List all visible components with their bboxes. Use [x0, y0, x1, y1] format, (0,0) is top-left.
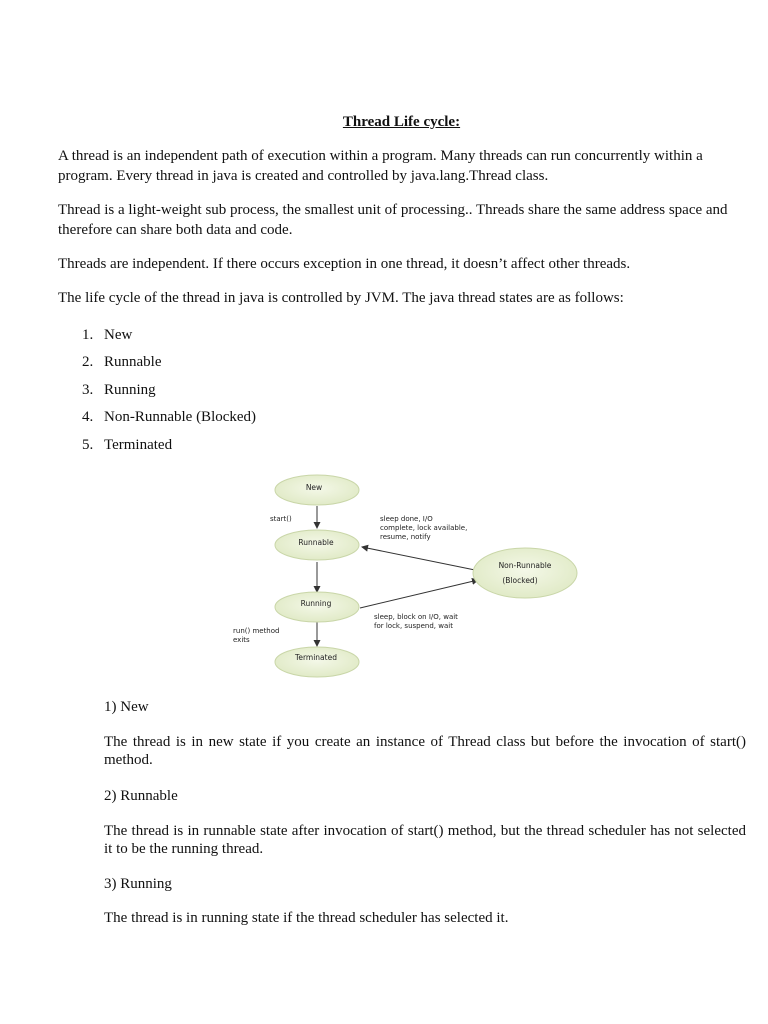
list-item-label: New — [104, 327, 133, 343]
edge-label-wake-3: resume, notify — [380, 533, 431, 541]
node-new-label: New — [305, 483, 323, 492]
edge-label-exit-2: exits — [233, 636, 250, 644]
paragraph-lightweight: Thread is a light-weight sub process, the smallest unit of processing.. Threads share the same address space and therefore can share both data and code. — [58, 202, 728, 238]
list-item-number: 1. — [82, 327, 94, 343]
list-item-label: Running — [104, 381, 156, 398]
node-non-runnable — [473, 548, 577, 598]
edge-label-wake-2: complete, lock available, — [380, 524, 468, 532]
list-item — [82, 407, 256, 434]
edge-label-exit-1: run() method — [233, 627, 280, 635]
node-non-runnable-label: Non-Runnable — [498, 561, 552, 570]
list-item-number: 4. — [82, 409, 94, 426]
list-item-label: Terminated — [104, 436, 173, 453]
node-runnable-label: Runnable — [298, 538, 334, 547]
paragraph-lifecycle-jvm: The life cycle of the thread in java is controlled by JVM. The java thread states are as follows: — [58, 290, 624, 306]
paragraph-thread-definition: A thread is an independent path of execution within a program. Many threads can run concurrently within a program. Every thread in java is created and controlled by java.lang.Thread class. — [58, 148, 703, 184]
section-heading-runnable: 2) Runnable — [104, 788, 178, 804]
thread-states-list — [82, 325, 256, 462]
list-item-number: 5. — [82, 436, 94, 453]
list-item — [82, 352, 256, 379]
thread-lifecycle-diagram — [225, 470, 585, 685]
list-item — [82, 435, 256, 462]
section-text-runnable: The thread is in runnable state after invocation of start() method, but the thread scheduler has not selected it to be the running thread. — [104, 823, 746, 857]
edge-label-wake-1: sleep done, I/O — [380, 515, 433, 523]
node-terminated — [275, 647, 359, 677]
section-text-new: The thread is in new state if you create an instance of Thread class but before the invocation of start() method. — [104, 734, 746, 768]
node-running-label: Running — [300, 599, 332, 608]
edge-label-block-2: for lock, suspend, wait — [374, 622, 453, 630]
arrow-running-to-nonrunnable — [360, 580, 478, 608]
list-item — [82, 325, 256, 352]
document-title: Thread Life cycle: — [342, 114, 461, 130]
list-item-label: Non-Runnable (Blocked) — [104, 409, 257, 426]
arrow-nonrunnable-to-runnable — [362, 547, 475, 570]
section-text-running: The thread is in running state if the thread scheduler has selected it. — [104, 910, 509, 926]
section-heading-running: 3) Running — [104, 876, 172, 892]
edge-label-start: start() — [270, 515, 292, 523]
list-item-number: 3. — [82, 381, 94, 398]
paragraph-independent: Threads are independent. If there occurs exception in one thread, it doesn’t affect other threads. — [58, 256, 631, 272]
node-blocked-label: (Blocked) — [502, 576, 538, 585]
list-item-label: Runnable — [104, 354, 162, 371]
node-terminated-label: Terminated — [295, 653, 337, 662]
list-item-number: 2. — [82, 354, 94, 371]
edge-label-block-1: sleep, block on I/O, wait — [374, 613, 458, 621]
section-heading-new: 1) New — [104, 699, 149, 715]
list-item — [82, 380, 256, 407]
